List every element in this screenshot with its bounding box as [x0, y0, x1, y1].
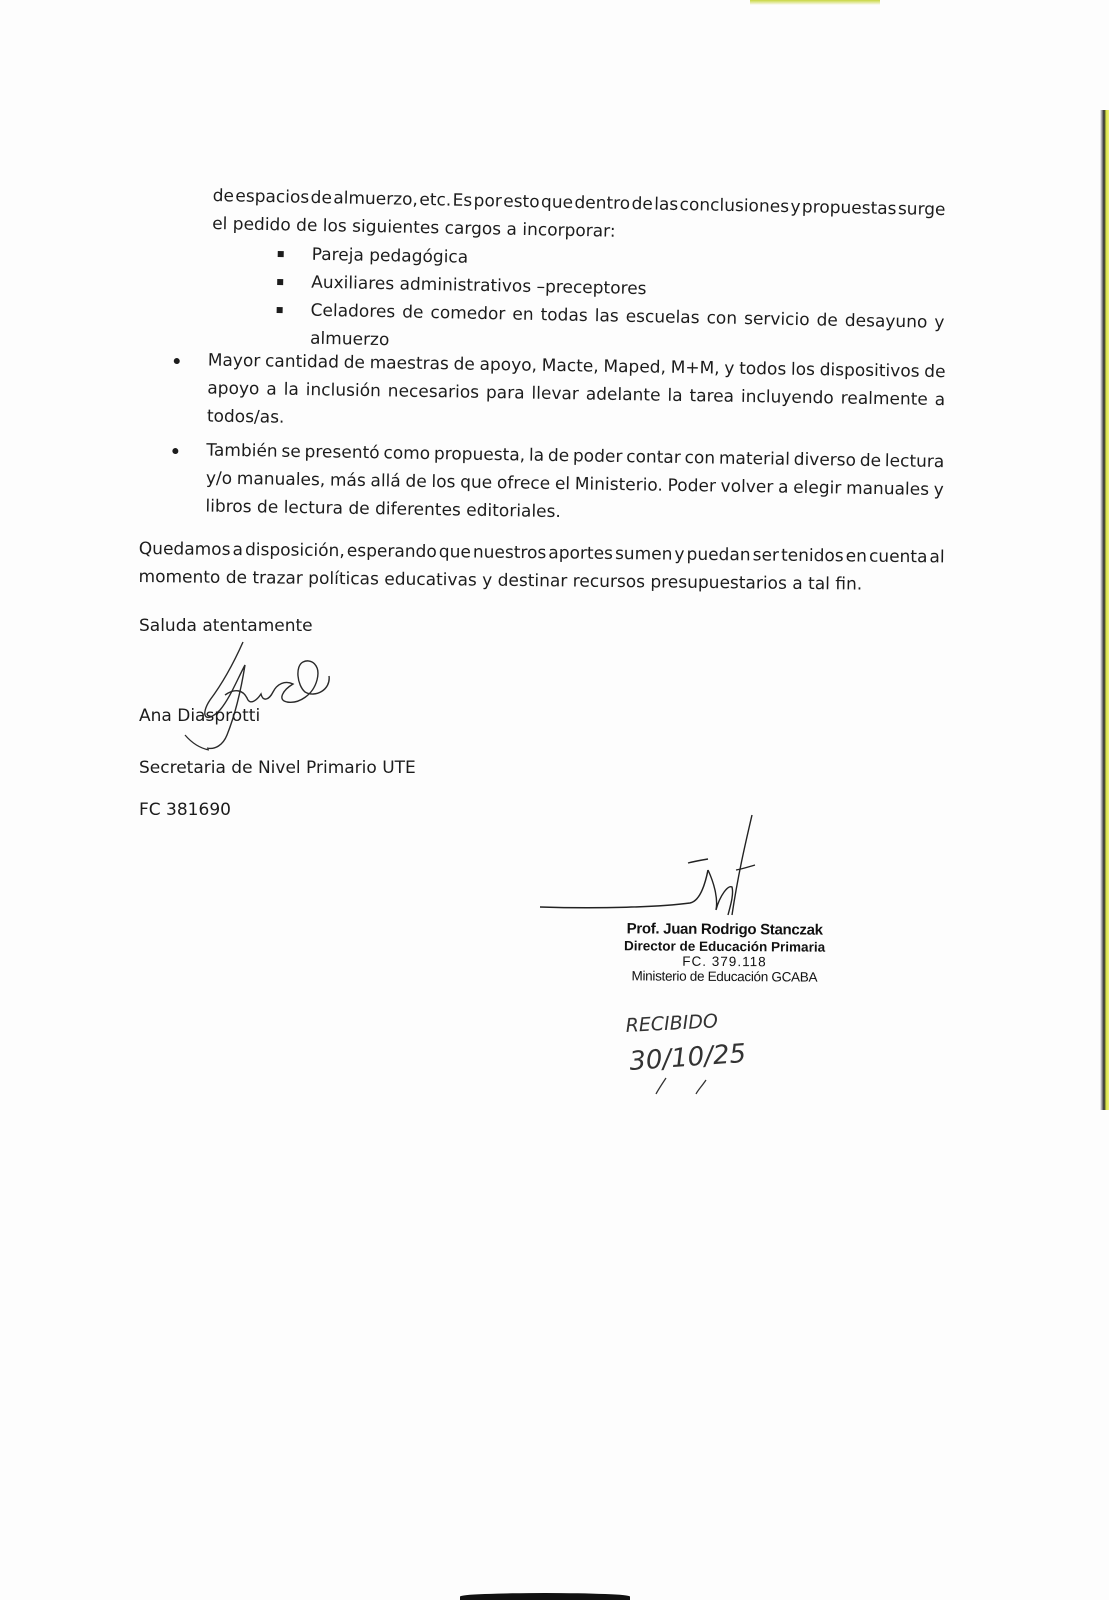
word: más — [329, 470, 366, 492]
word: comedor — [430, 302, 506, 325]
proposals-list — [171, 346, 946, 538]
received-note — [622, 1010, 782, 1095]
word: Poder — [667, 475, 717, 497]
word: llevar — [531, 383, 580, 405]
word: en — [512, 304, 534, 325]
word: Macte, — [541, 355, 599, 377]
word: que — [459, 472, 493, 494]
list-item — [171, 436, 944, 532]
word: puedan — [686, 544, 751, 566]
official-stamp — [624, 920, 826, 984]
word: de — [310, 187, 333, 209]
word: que — [438, 542, 471, 563]
word: de — [816, 310, 839, 331]
square-bullet-icon — [278, 251, 284, 257]
list-item-text: Pareja pedagógica — [311, 244, 469, 268]
word: y — [674, 544, 685, 565]
word: adelante — [585, 384, 661, 406]
word: poder — [572, 446, 623, 468]
word: apoyo — [207, 378, 260, 400]
word: la — [667, 385, 683, 406]
word: cantidad — [264, 351, 340, 373]
word: servicio — [743, 309, 810, 331]
word: los — [790, 359, 816, 381]
word: tenidos — [780, 545, 844, 567]
signer-fc: FC 381690 — [139, 800, 231, 820]
word: los — [431, 472, 456, 493]
signature-ana — [165, 640, 345, 760]
word: y — [724, 358, 735, 379]
word: por — [473, 191, 502, 212]
farewell-text: Saluda atentamente — [139, 616, 313, 636]
list-item-line-2: almuerzo — [309, 328, 390, 351]
word: apoyo, — [479, 354, 538, 376]
word: manuales, — [236, 469, 326, 491]
word: necesarios — [387, 381, 480, 403]
word: aportes — [548, 543, 614, 564]
word: elegir — [793, 477, 842, 499]
word: dispositivos — [819, 360, 920, 382]
word: esperando — [346, 541, 437, 563]
word: También — [206, 440, 278, 462]
word: inclusión — [305, 380, 381, 402]
word: y/o — [205, 468, 233, 489]
signature-director — [540, 815, 780, 930]
word: conclusiones — [679, 194, 790, 218]
word: diverso — [793, 449, 857, 471]
stamp-role: Director de Educación Primaria — [623, 938, 826, 955]
square-bullet-icon — [277, 307, 283, 313]
word: el — [554, 474, 571, 495]
signer-name: Ana Diasprotti — [139, 706, 261, 726]
word: de — [405, 471, 427, 492]
word: ser — [752, 545, 780, 566]
word: manuales — [845, 478, 930, 500]
word: maestras — [369, 353, 450, 375]
word: la — [528, 445, 545, 466]
word: de — [343, 352, 366, 373]
word: todos — [738, 358, 787, 380]
word: allá — [370, 471, 401, 492]
scan-edge-right — [1100, 110, 1109, 1110]
word: y — [934, 312, 945, 333]
word: propuestas — [801, 197, 897, 220]
signer-role: Secretaria de Nivel Primario UTE — [139, 758, 416, 778]
word: Celadores — [310, 300, 396, 323]
word: en — [845, 546, 868, 567]
word: disposición, — [244, 540, 345, 562]
word: de — [402, 302, 424, 323]
word: todas — [540, 305, 588, 326]
word: a — [777, 477, 789, 498]
stamp-name: Prof. Juan Rodrigo Stanczak — [626, 920, 823, 939]
word: desayuno — [844, 310, 928, 333]
word: de — [453, 354, 475, 375]
word: de — [547, 445, 570, 467]
list-item-line-3: todos/as. — [206, 406, 285, 428]
word: con — [684, 448, 716, 469]
word: incluyendo — [740, 386, 834, 409]
word: contar — [626, 447, 681, 468]
word: volver — [720, 476, 774, 498]
word: de — [924, 361, 946, 383]
round-bullet-icon — [172, 448, 178, 454]
word: a — [266, 379, 277, 400]
word: de — [631, 194, 653, 215]
word: material — [718, 448, 791, 470]
word: M+M, — [670, 357, 720, 379]
word: para — [485, 382, 525, 404]
word: la — [283, 379, 299, 400]
word: a — [934, 389, 946, 411]
word: las — [654, 194, 679, 215]
word: ofrece — [496, 473, 551, 494]
word: espacios — [235, 186, 310, 208]
word: nuestros — [472, 542, 547, 564]
word: propuesta, — [433, 444, 526, 466]
word: y — [790, 197, 801, 218]
word: etc. — [419, 189, 452, 211]
word: Es — [452, 190, 473, 211]
received-word: RECIBIDO — [625, 1010, 719, 1037]
word: de — [859, 450, 882, 472]
word: surge — [897, 199, 946, 221]
list-item-line-3: libros de lectura de diferentes editoriales. — [205, 496, 562, 523]
closing-line-2: momento de trazar políticas educativas y destinar recursos presupuestarios a tal fin. — [138, 566, 863, 595]
word: de — [212, 185, 235, 207]
word: esto — [503, 191, 540, 213]
scan-edge-top — [750, 0, 880, 5]
round-bullet-icon — [174, 358, 180, 364]
intro-line-2: el pedido de los siguientes cargos a incorporar: — [212, 213, 616, 242]
word: Quedamos — [138, 538, 231, 560]
word: se — [281, 441, 301, 463]
word: con — [706, 308, 738, 329]
positions-sub-list — [274, 240, 946, 365]
word: Mayor — [207, 350, 261, 372]
word: y — [933, 479, 944, 501]
word: cuenta — [868, 546, 928, 568]
word: Maped, — [603, 356, 667, 378]
word: Ministerio. — [574, 474, 664, 496]
word: lectura — [884, 451, 945, 473]
word: como — [383, 443, 431, 465]
word: las — [594, 306, 619, 327]
word: a — [232, 539, 244, 561]
received-date: 30/10/25 — [628, 1038, 747, 1077]
stamp-fc: FC. 379.118 — [682, 953, 767, 970]
list-item — [173, 346, 946, 442]
word: que — [540, 192, 574, 213]
square-bullet-icon — [277, 279, 283, 285]
word: presentó — [304, 442, 380, 464]
word: escuelas — [625, 306, 700, 329]
word: sumen — [614, 543, 673, 565]
word: almuerzo, — [333, 188, 419, 210]
word: al — [929, 547, 945, 568]
closing-paragraph — [138, 535, 945, 599]
stamp-ministry: Ministerio de Educación GCABA — [631, 968, 818, 985]
scan-edge-bottom — [460, 1593, 630, 1600]
list-item-text: Auxiliares administrativos –preceptores — [310, 272, 647, 300]
word: tarea — [689, 386, 735, 407]
word: realmente — [840, 388, 928, 410]
word: dentro — [574, 192, 631, 215]
